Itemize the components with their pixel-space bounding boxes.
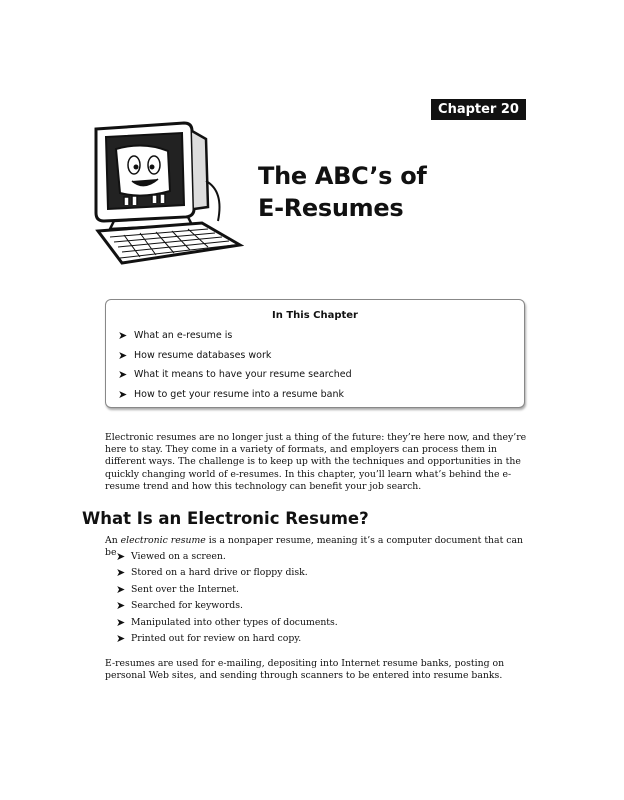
list-item: [116, 617, 338, 633]
list-item-text: How to get your resume into a resume bank: [134, 388, 344, 400]
list-item: [116, 567, 338, 583]
list-item: [118, 330, 352, 350]
lead-text-after: is a nonpaper resume, meaning it’s a computer document that can be: [105, 535, 524, 559]
arrow-bullet-icon: ➤: [118, 368, 128, 381]
list-item-text: What it means to have your resume searched: [134, 369, 352, 380]
closing-paragraph: E-resumes are used for e-mailing, depositing into Internet resume banks, posting on personal Web sites, and sending through scanners to be entered into resume banks.: [105, 658, 505, 682]
chapter-title-line-1: The ABC’s of: [258, 162, 427, 190]
arrow-bullet-icon: ➤: [118, 329, 128, 342]
arrow-bullet-icon: ➤: [118, 387, 128, 401]
in-this-chapter-box: [105, 299, 525, 408]
arrow-bullet-icon: ➤: [116, 550, 126, 563]
list-item-text: Searched for keywords.: [131, 600, 243, 612]
arrow-bullet-icon: ➤: [116, 631, 126, 645]
list-item-text: Printed out for review on hard copy.: [131, 632, 302, 644]
in-this-chapter-heading: In This Chapter: [272, 310, 358, 321]
in-this-chapter-list: [118, 330, 352, 408]
arrow-bullet-icon: ➤: [118, 348, 128, 362]
lead-text-before: An: [105, 535, 121, 546]
chapter-label: Chapter 20: [431, 99, 526, 120]
arrow-bullet-icon: ➤: [116, 566, 126, 580]
arrow-bullet-icon: ➤: [116, 582, 126, 596]
intro-paragraph: Electronic resumes are no longer just a thing of the future: they’re here now, and they’re here to stay. They come in a variety of formats, and employers can process them in different ways. The challenge is to keep up with the techniques and opportunities in the quickly changing world of e-resumes. In this chapter, you’ll learn what’s behind the e-resume trend and how this technology can benefit your job search.: [105, 432, 527, 492]
list-item: [116, 600, 338, 616]
arrow-bullet-icon: ➤: [116, 599, 126, 613]
list-item: [116, 584, 338, 600]
computer-mascot-illustration: [84, 121, 244, 271]
list-item: [118, 369, 352, 389]
chapter-title: [258, 160, 427, 224]
list-item-text: What an e-resume is: [134, 330, 233, 341]
list-item: [118, 350, 352, 370]
section-bullet-list: [116, 551, 338, 649]
section-heading: What Is an Electronic Resume?: [82, 509, 369, 528]
list-item: [118, 389, 352, 409]
chapter-title-line-2: E-Resumes: [258, 194, 404, 222]
arrow-bullet-icon: ➤: [116, 615, 126, 629]
list-item: [116, 551, 338, 567]
list-item-text: Manipulated into other types of documents.: [131, 616, 338, 628]
list-item-text: Sent over the Internet.: [131, 583, 240, 595]
list-item-text: How resume databases work: [134, 349, 272, 361]
list-item-text: Viewed on a screen.: [131, 551, 226, 562]
lead-emphasis: electronic resume: [120, 535, 206, 546]
list-item-text: Stored on a hard drive or floppy disk.: [131, 567, 308, 579]
list-item: [116, 633, 338, 649]
